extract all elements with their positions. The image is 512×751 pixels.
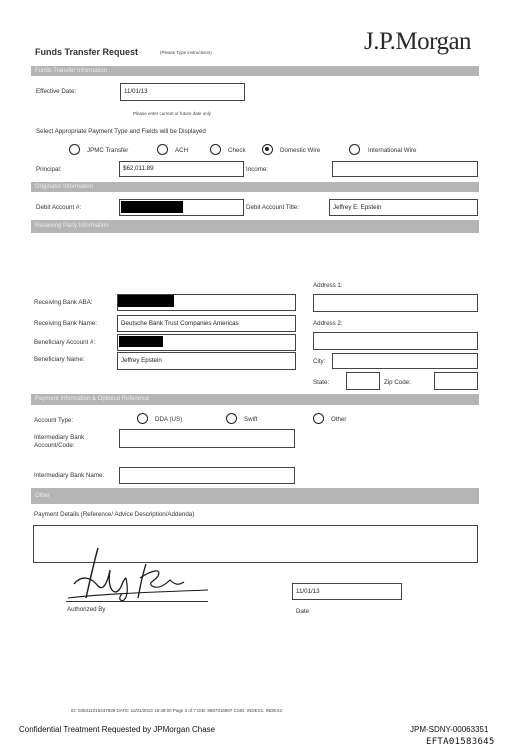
income-field[interactable] <box>332 161 478 177</box>
state-field[interactable] <box>346 372 380 390</box>
section-band-other: Other <box>31 488 479 504</box>
intermediary-bank-name-field[interactable] <box>119 467 295 484</box>
radio-jpmc-transfer[interactable] <box>69 144 80 155</box>
authorized-by-label: Authorized By <box>67 606 106 613</box>
option-label-other: Other <box>331 416 347 423</box>
radio-selected-dot <box>265 147 269 151</box>
payment-details-label: Payment Details (Reference/ Advice Description/Addenda) <box>34 511 195 518</box>
receiving-bank-name-field[interactable]: Deutsche Bank Trust Companies Americas <box>117 315 296 332</box>
option-label-dda-us: DDA (US) <box>155 416 183 423</box>
city-field[interactable] <box>332 353 478 369</box>
intermediary-bank-name-label: Intermediary Bank Name: <box>34 472 105 479</box>
address2-field[interactable] <box>313 332 478 350</box>
address2-label: Address 2: <box>313 320 343 327</box>
option-label-international-wire: International Wire <box>368 147 417 154</box>
radio-domestic-wire[interactable] <box>262 144 273 155</box>
handwritten-signature <box>62 540 212 610</box>
date-label: Date <box>296 608 310 615</box>
beneficiary-name-label: Beneficiary Name: <box>34 356 85 363</box>
section-band-originator: Originator Information <box>31 182 479 192</box>
confidential-notice: Confidential Treatment Requested by JPMorgan Chase <box>19 725 216 734</box>
radio-international-wire[interactable] <box>349 144 360 155</box>
option-label-jpmc-transfer: JPMC Transfer <box>87 147 129 154</box>
effective-date-note: Please enter current or future date only <box>133 111 212 116</box>
option-label-swift: Swift <box>244 416 258 423</box>
receiving-aba-label: Receiving Bank ABA: <box>34 299 93 306</box>
fax-id-line: ID: 036311015447839 DATE: 11/01/2013 18:48:00 Page 3 of 7 DID: 8887316807 CSID: INDEX1: INDEX2: <box>71 708 284 713</box>
radio-dda-us[interactable] <box>137 413 148 424</box>
jpmorgan-logo: J.P.Morgan <box>364 28 472 55</box>
section-band-receiving: Receiving Party Information <box>31 220 479 233</box>
effective-date-label: Effective Date: <box>36 88 77 95</box>
income-label: Income: <box>246 166 269 173</box>
beneficiary-name-field[interactable]: Jeffrey Epstein <box>117 352 296 370</box>
option-label-check: Check <box>228 147 246 154</box>
account-type-label: Account Type: <box>34 417 74 424</box>
intermediary-account-label-line1: Intermediary Bank <box>34 434 85 441</box>
intermediary-account-label-line2: Account/Code: <box>34 442 75 449</box>
radio-other[interactable] <box>313 413 324 424</box>
payment-type-prompt: Select Appropriate Payment Type and Fields will be Displayed <box>36 128 206 135</box>
address1-label: Address 1: <box>313 282 343 289</box>
beneficiary-account-label: Beneficiary Account #: <box>34 339 96 346</box>
redaction-block <box>119 336 163 347</box>
redaction-block <box>121 201 183 213</box>
radio-check[interactable] <box>210 144 221 155</box>
option-label-domestic-wire: Domestic Wire <box>280 147 321 154</box>
radio-swift[interactable] <box>226 413 237 424</box>
redaction-block <box>118 295 174 307</box>
debit-account-label: Debit Account #: <box>36 204 82 211</box>
principal-label: Principal: <box>36 166 62 173</box>
principal-field[interactable]: $62,011.89 <box>119 161 244 177</box>
option-label-ach: ACH <box>175 147 189 154</box>
state-label: State: <box>313 379 330 386</box>
receiving-bank-name-label: Receiving Bank Name: <box>34 320 97 327</box>
debit-title-label: Debit Account Title: <box>246 204 299 211</box>
address1-field[interactable] <box>313 294 478 312</box>
signature-date-field[interactable]: 11/01/13 <box>292 583 402 600</box>
zip-code-field[interactable] <box>434 372 478 390</box>
section-band-payment-detail: Payment Information & Optional Reference <box>31 394 479 405</box>
section-band-effective: Funds Transfer Information <box>31 66 479 76</box>
effective-date-field[interactable]: 11/01/13 <box>120 83 245 101</box>
instructions-note: (Please Type instructions) <box>160 50 212 55</box>
debit-title-field[interactable]: Jeffrey E. Epstein <box>329 199 478 216</box>
intermediary-account-field[interactable] <box>119 429 295 448</box>
signature-line <box>66 601 208 602</box>
bates-number-jpm: JPM-SDNY-00063351 <box>410 725 489 734</box>
city-label: City: <box>313 358 326 365</box>
form-title: Funds Transfer Request <box>35 47 139 57</box>
zip-code-label: Zip Code: <box>384 379 411 386</box>
bates-number-efta: EFTA01583645 <box>426 737 495 747</box>
radio-ach[interactable] <box>157 144 168 155</box>
